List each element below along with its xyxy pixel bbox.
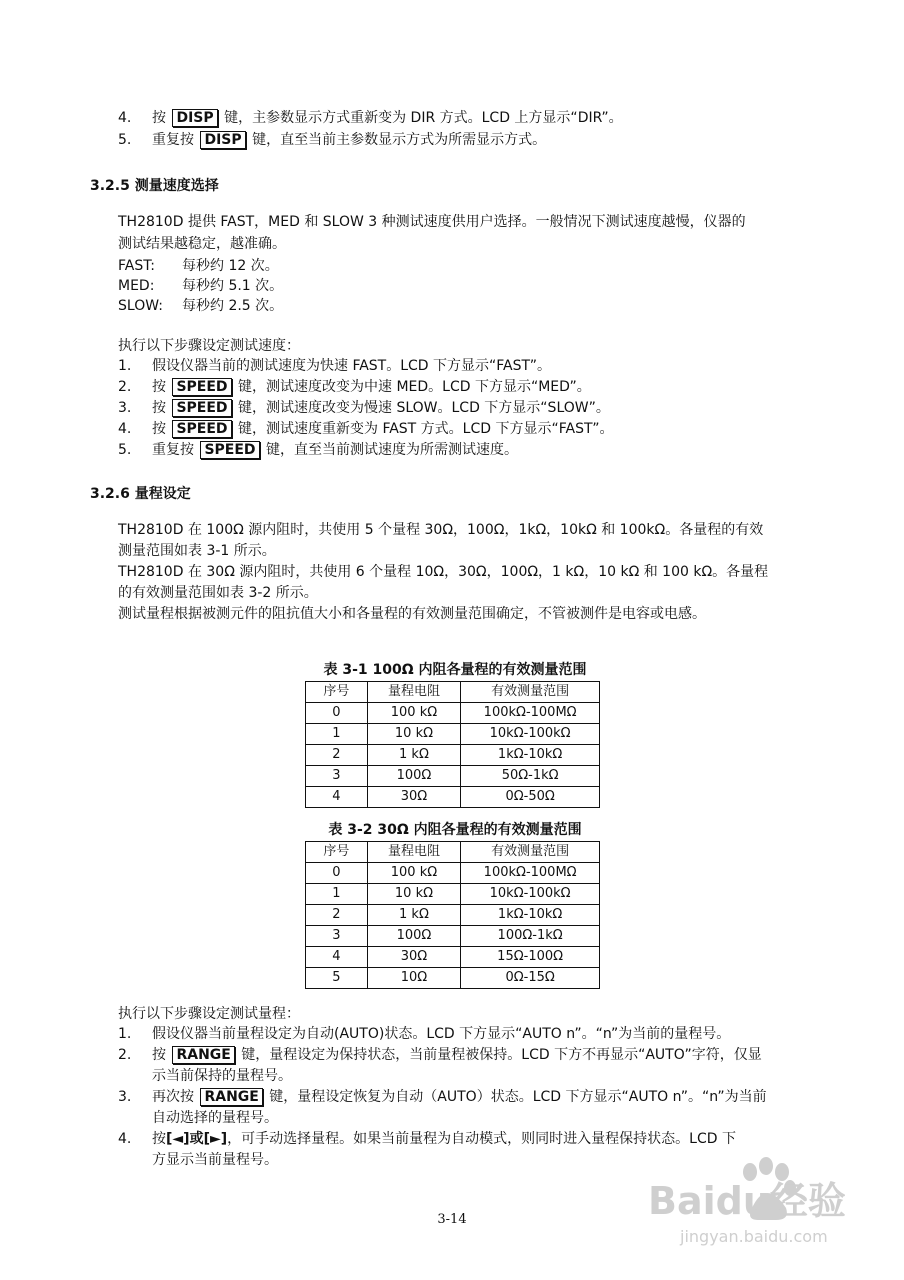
baidu-watermark-logo (640, 1150, 870, 1250)
page-number: 3-14 (437, 1212, 467, 1227)
speed-step-4: 4. 按 SPEED 键，测试速度重新变为 FAST 方式。LCD 下方显示“FAST”。 (118, 421, 614, 437)
table-row: 1 10 kΩ 10kΩ-100kΩ (306, 724, 600, 745)
speed-key: SPEED (172, 420, 231, 438)
speed-steps-title: 执行以下步骤设定测试速度： (118, 338, 300, 354)
table-1-caption: 表 3-1 100Ω 内阻各量程的有效测量范围 (323, 662, 587, 678)
range-steps-title: 执行以下步骤设定测试量程： (118, 1006, 300, 1022)
range-step-3-cont: 自动选择的量程号。 (152, 1110, 278, 1126)
table-row: 2 1 kΩ 1kΩ-10kΩ (306, 745, 600, 766)
range-step-1: 1. 假设仪器当前量程设定为自动(AUTO)状态。LCD 下方显示“AUTO n”。“n”为当前的量程号。 (118, 1026, 731, 1042)
speed-paragraph-cont: 测试结果越稳定，越准确。 (118, 236, 286, 252)
table-row: 0 100 kΩ 100kΩ-100MΩ (306, 703, 600, 724)
table-row: 5 10Ω 0Ω-15Ω (306, 968, 600, 989)
table-header-row (306, 842, 600, 863)
range-step-2-cont: 示当前保持的量程号。 (152, 1068, 292, 1084)
table-row: 3 100Ω 50Ω-1kΩ (306, 766, 600, 787)
intro-step-5: 5. 重复按 DISP 键，直至当前主参数显示方式为所需显示方式。 (118, 132, 547, 148)
header-measure-range: 有效测量范围 (461, 682, 600, 703)
table-row: 4 30Ω 0Ω-50Ω (306, 787, 600, 808)
range-step-2: 2. 按 RANGE 键，量程设定为保持状态，当前量程被保持。LCD 下方不再显示“AUTO”字符，仅显 (118, 1047, 762, 1063)
speed-step-2: 2. 按 SPEED 键，测试速度改变为中速 MED。LCD 下方显示“MED”。 (118, 379, 591, 395)
table-row: 3 100Ω 100Ω-1kΩ (306, 926, 600, 947)
speed-key: SPEED (172, 378, 231, 396)
table-row: 1 10 kΩ 10kΩ-100kΩ (306, 884, 600, 905)
speed-paragraph: TH2810D 提供 FAST，MED 和 SLOW 3 种测试速度供用户选择。一般情况下测试速度越慢，仪器的 (118, 214, 746, 230)
table-header-row (306, 682, 600, 703)
intro-step-4: 4. 按 DISP 键，主参数显示方式重新变为 DIR 方式。LCD 上方显示“DIR”。 (118, 110, 623, 126)
speed-step-3: 3. 按 SPEED 键，测试速度改变为慢速 SLOW。LCD 下方显示“SLOW”。 (118, 400, 610, 416)
header-index: 序号 (306, 682, 368, 703)
range-paragraph-2-cont: 的有效测量范围如表 3-2 所示。 (118, 585, 318, 601)
speed-key: SPEED (172, 399, 231, 417)
section-heading-speed: 3.2.5 测量速度选择 (90, 178, 219, 194)
header-range-resistor: 量程电阻 (367, 842, 461, 863)
range-paragraph-3: 测试量程根据被测元件的阻抗值大小和各量程的有效测量范围确定，不管被测件是电容或电感。 (118, 606, 706, 622)
header-index: 序号 (306, 842, 368, 863)
disp-key: DISP (172, 109, 217, 127)
table-row: 4 30Ω 15Ω-100Ω (306, 947, 600, 968)
table-row: 2 1 kΩ 1kΩ-10kΩ (306, 905, 600, 926)
range-key: RANGE (172, 1046, 234, 1064)
disp-key: DISP (200, 131, 245, 149)
rate-slow: SLOW: 每秒约 2.5 次。 (118, 298, 284, 314)
range-paragraph-1-cont: 测量范围如表 3-1 所示。 (118, 543, 276, 559)
range-step-4: 4. 按[◄]或[►]，可手动选择量程。如果当前量程为自动模式，则同时进入量程保持状态。LCD 下 (118, 1131, 736, 1147)
arrow-keys: [◄]或[►] (166, 1131, 228, 1147)
table-2-caption: 表 3-2 30Ω 内阻各量程的有效测量范围 (328, 822, 582, 838)
speed-key: SPEED (200, 441, 259, 459)
rate-fast: FAST: 每秒约 12 次。 (118, 258, 279, 274)
watermark-brand: Baidu经验 (648, 1179, 846, 1223)
speed-step-5: 5. 重复按 SPEED 键，直至当前测试速度为所需测试速度。 (118, 442, 518, 458)
header-range-resistor: 量程电阻 (367, 682, 461, 703)
table-row: 0 100 kΩ 100kΩ-100MΩ (306, 863, 600, 884)
range-key: RANGE (200, 1088, 262, 1106)
range-paragraph-1: TH2810D 在 100Ω 源内阻时，共使用 5 个量程 30Ω，100Ω，1kΩ，10kΩ 和 100kΩ。各量程的有效 (118, 522, 764, 538)
rate-med: MED: 每秒约 5.1 次。 (118, 278, 284, 294)
watermark-url: jingyan.baidu.com (680, 1227, 828, 1246)
header-measure-range: 有效测量范围 (461, 842, 600, 863)
section-heading-range: 3.2.6 量程设定 (90, 486, 191, 502)
range-step-4-cont: 方显示当前量程号。 (152, 1152, 278, 1168)
range-table-1 (305, 681, 600, 808)
speed-step-1: 1. 假设仪器当前的测试速度为快速 FAST。LCD 下方显示“FAST”。 (118, 358, 552, 374)
range-step-3: 3. 再次按 RANGE 键，量程设定恢复为自动（AUTO）状态。LCD 下方显示“AUTO n”。“n”为当前 (118, 1089, 767, 1105)
range-table-2 (305, 841, 600, 989)
range-paragraph-2: TH2810D 在 30Ω 源内阻时，共使用 6 个量程 10Ω，30Ω，100Ω，1 kΩ，10 kΩ 和 100 kΩ。各量程 (118, 564, 769, 580)
